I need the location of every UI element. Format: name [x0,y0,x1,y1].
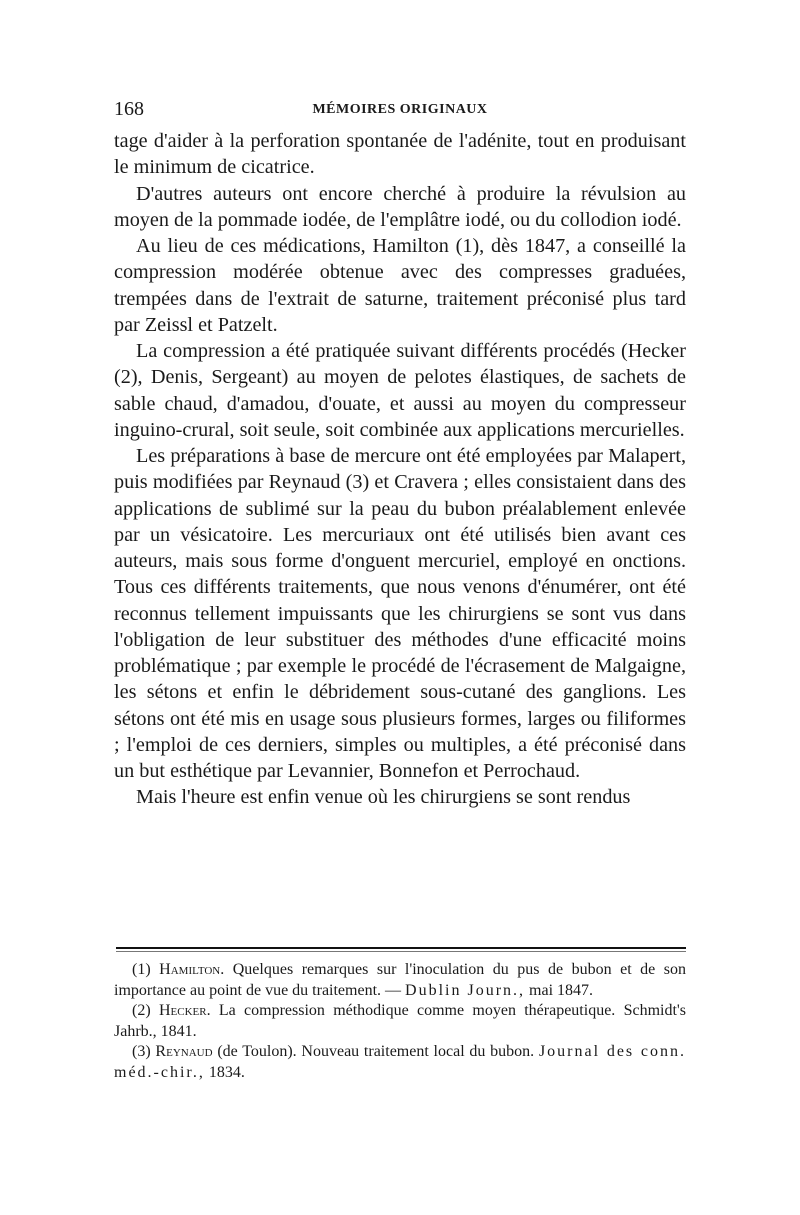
paragraph: Les préparations à base de mercure ont été employées par Malapert, puis modifiées par Reynaud (3) et Cravera ; elles consistaient dans des applications de sublimé sur la peau du bubon préalablement enlevée par un vésicatoire. Les mercuriaux ont été utilisés bien avant ces auteurs, mais sous forme d'onguent mercuriel, employé en onctions. Tous ces différents traitements, que nous venons d'énumérer, ont été reconnus tellement impuissants que les chirurgiens se sont vus dans l'obligation de leur substituer des méthodes d'une efficacité moins problématique ; par exemple le procédé de l'écrasement de Malgaigne, les sétons et enfin le débridement sous-cutané des ganglions. Les sétons ont été mis en usage sous plusieurs formes, larges ou filiformes ; l'emploi de ces derniers, simples ou multiples, a été préconisé dans un but esthétique par Levannier, Bonnefon et Perrochaud. [114,445,686,782]
main-text [114,128,686,811]
footnote-author: Reynaud [155,1043,213,1060]
footnote-text: La compression méthodique comme moyen thérapeutique. Schmidt's Jahrb., 1841. [114,1002,687,1040]
footnote-number: (1) [132,961,151,978]
paragraph: Mais l'heure est enfin venue où les chirurgiens se sont rendus [136,786,631,809]
footnote-number: (3) [132,1043,151,1060]
footnote-text: Quelques remarques sur l'inoculation du pus de bubon et de son importance au point de vue du traitement. — [114,961,686,999]
footnote-date: 1834. [208,1063,245,1081]
page-header [114,92,686,122]
footnote-journal: Journal des conn. méd.-chir., [114,1043,687,1081]
footnote-text: (de Toulon). Nouveau traitement local du bubon. [217,1043,535,1060]
paragraph-continued: tage d'aider à la perforation spontanée de l'adénite, tout en produisant le minimum de cicatrice. [114,130,686,179]
footnote-3 [114,1042,686,1083]
paragraph: La compression a été pratiquée suivant différents procédés (Hecker (2), Denis, Sergeant) au moyen de pelotes élastiques, de sachets de sable chaud, d'amadou, d'ouate, et aussi au moyen du compresseur inguino-crural, soit seule, soit combinée aux applications mercurielles. [114,340,686,441]
paragraph: D'autres auteurs ont encore cherché à produire la révulsion au moyen de la pommade iodée, de l'emplâtre iodé, ou du collodion iodé. [114,182,686,231]
footnote-author: Hamilton. [159,961,225,978]
footnote-1 [114,960,686,1001]
footnote-author: Hecker. [158,1002,211,1019]
footnotes [114,960,686,1083]
footnote-rule [116,947,686,949]
page-number: 168 [114,98,144,120]
footnote-rule-shadow [116,951,686,952]
paragraph: Au lieu de ces médications, Hamilton (1), dès 1847, a conseillé la compression modérée obtenue avec des compresses graduées, trempées dans de l'extrait de saturne, traitement préconisé plus tard par Zeissl et Patzelt. [114,235,686,336]
footnote-journal: Dublin Journ., [405,981,526,999]
footnote-number: (2) [132,1002,151,1019]
footnote-date: mai 1847. [529,981,594,999]
footnote-2 [114,1001,686,1042]
running-head: MÉMOIRES ORIGINAUX [312,102,488,117]
